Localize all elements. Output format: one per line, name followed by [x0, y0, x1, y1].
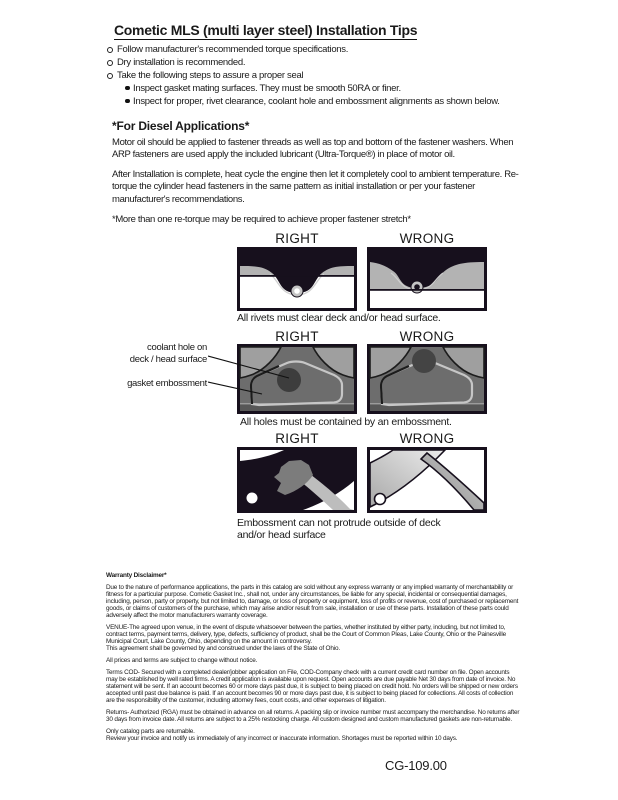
list-item — [107, 69, 537, 82]
filled-bullet-icon — [125, 99, 130, 104]
protrusion-right-diagram — [237, 447, 357, 513]
annotation-leader-lines — [208, 348, 308, 398]
page-title: Cometic MLS (multi layer steel) Installation Tips — [114, 22, 418, 38]
diagram2-caption: All holes must be contained by an embossment. — [240, 416, 452, 428]
disclaimer-paragraph: Terms COD- Secured with a completed dealer/jobber application on File, COD-Company check with a current credit card number on file. Open accounts may be established by well rated firms. A credit application is available upon request. Open accounts are due payable Net 30 days from date of invoice. No statement will be sent. If an account becomes 60 or more days past due, it is subject to being placed on credit hold. No orders will be shipped or new orders accepted until past due balance is paid. If an account becomes 90 or more days past due, it is subject to being placed for collections. All costs of collection are the responsibility of the customer, including attorney fees, court costs, and other expenses of litigation. — [106, 668, 518, 705]
caption-line: Embossment can not protrude outside of deck — [237, 517, 441, 529]
open-bullet-icon — [107, 60, 113, 66]
warranty-disclaimer — [106, 572, 520, 747]
sub-list-item — [107, 95, 537, 108]
annotation-text: deck / head surface — [129, 353, 207, 365]
catalog-page-code: CG-109.00 — [385, 758, 447, 773]
list-item-text: Follow manufacturer's recommended torque specifications. — [117, 44, 349, 55]
embossment-wrong-diagram — [367, 344, 487, 414]
diagram3-wrong-label: WRONG — [399, 431, 455, 446]
list-item-text: Take the following steps to assure a proper seal — [117, 70, 304, 81]
coolant-hole-annotation — [95, 342, 207, 365]
rivet-clearance-right-diagram — [237, 247, 357, 311]
disclaimer-paragraph: Due to the nature of performance applications, the parts in this catalog are sold without any express warranty or any implied warranty of merchantability or fitness for a particular purpose. Cometic Gasket Inc., shall not, under any circumstances, be liable for any special, incidental or consequential damages, including, person, party or property, but not limited to, damage, or loss of property or equipment, loss of profits or revenue, cost of purchased or replacement goods, or claims of customers of the purchase, which may arise and/or result from sale, installation or use of these parts. Installation of these parts could adversely affect the motor manufacturers warranty coverage. — [106, 583, 519, 620]
disclaimer-paragraph: Only catalog parts are returnable. — [106, 727, 195, 735]
retorque-note: *More than one re-torque may be required to achieve proper fastener stretch* — [112, 214, 411, 225]
list-item — [107, 43, 537, 56]
list-item — [107, 56, 537, 69]
diagram3-caption — [237, 517, 440, 541]
sub-list-item-text: Inspect gasket mating surfaces. They must be smooth 50RA or finer. — [133, 83, 401, 94]
gasket-embossment-annotation — [95, 378, 207, 390]
diagram1-right-label: RIGHT — [275, 231, 319, 246]
protrusion-wrong-diagram — [367, 447, 487, 513]
diagram1-caption: All rivets must clear deck and/or head surface. — [237, 312, 441, 324]
open-bullet-icon — [107, 47, 113, 53]
caption-line: and/or head surface — [237, 529, 326, 541]
list-item-text: Dry installation is recommended. — [117, 57, 246, 68]
disclaimer-paragraph: This agreement shall be governed by and construed under the laws of the State of Ohio. — [106, 645, 340, 653]
diagram2-wrong-label: WRONG — [399, 329, 455, 344]
sub-list-item — [107, 82, 537, 95]
disclaimer-paragraph: VENUE-The agreed upon venue, in the event of dispute whatsoever between the parties, whether instituted by either party, including, but not limited to, contract terms, payment terms, delivery, type, defects, sufficiency of product, shall be the Court of Common Pleas, Lake County, Ohio or the Painesville Municipal Court, Lake County, Ohio, depending on the amount in controversy. — [106, 623, 506, 646]
disclaimer-paragraph: Returns- Authorized (RGA) must be obtained in advance on all returns. A packing slip or invoice number must accompany the merchandise. No returns after 30 days from invoice date. All returns are subject to a 25% restocking charge. All custom designed and custom manufactured gaskets are non-returnable. — [106, 709, 520, 724]
open-bullet-icon — [107, 73, 113, 79]
sub-list-item-text: Inspect for proper, rivet clearance, coolant hole and embossment alignments as shown below. — [133, 96, 500, 107]
diagram3-right-label: RIGHT — [275, 431, 319, 446]
diesel-section-heading: *For Diesel Applications* — [112, 119, 250, 133]
disclaimer-paragraph: All prices and terms are subject to change without notice. — [106, 657, 258, 665]
diesel-paragraph-2: After Installation is complete, heat cycle the engine then let it completely cool to ambient temperature. Re-torque the cylinder head fasteners in the same pattern as initial installation or per your fastener manufacturer's recommendations. — [112, 169, 519, 205]
rivet-clearance-wrong-diagram — [367, 247, 487, 311]
diesel-paragraph-1: Motor oil should be applied to fastener threads as well as top and bottom of the fastener washers. When ARP fasteners are used apply the included lubricant (Ultra-Torque®) in place of motor oil. — [112, 137, 514, 161]
disclaimer-heading: Warranty Disclaimer* — [106, 572, 167, 579]
disclaimer-paragraph: Review your invoice and notify us immediately of any incorrect or inaccurate information. Shortages must be reported within 10 days. — [106, 734, 458, 742]
annotation-text: coolant hole on — [147, 342, 207, 353]
diagram1-wrong-label: WRONG — [399, 231, 455, 246]
diagram2-right-label: RIGHT — [275, 329, 319, 344]
installation-tips-list — [107, 43, 537, 108]
annotation-text: gasket embossment — [127, 378, 207, 389]
filled-bullet-icon — [125, 86, 130, 91]
